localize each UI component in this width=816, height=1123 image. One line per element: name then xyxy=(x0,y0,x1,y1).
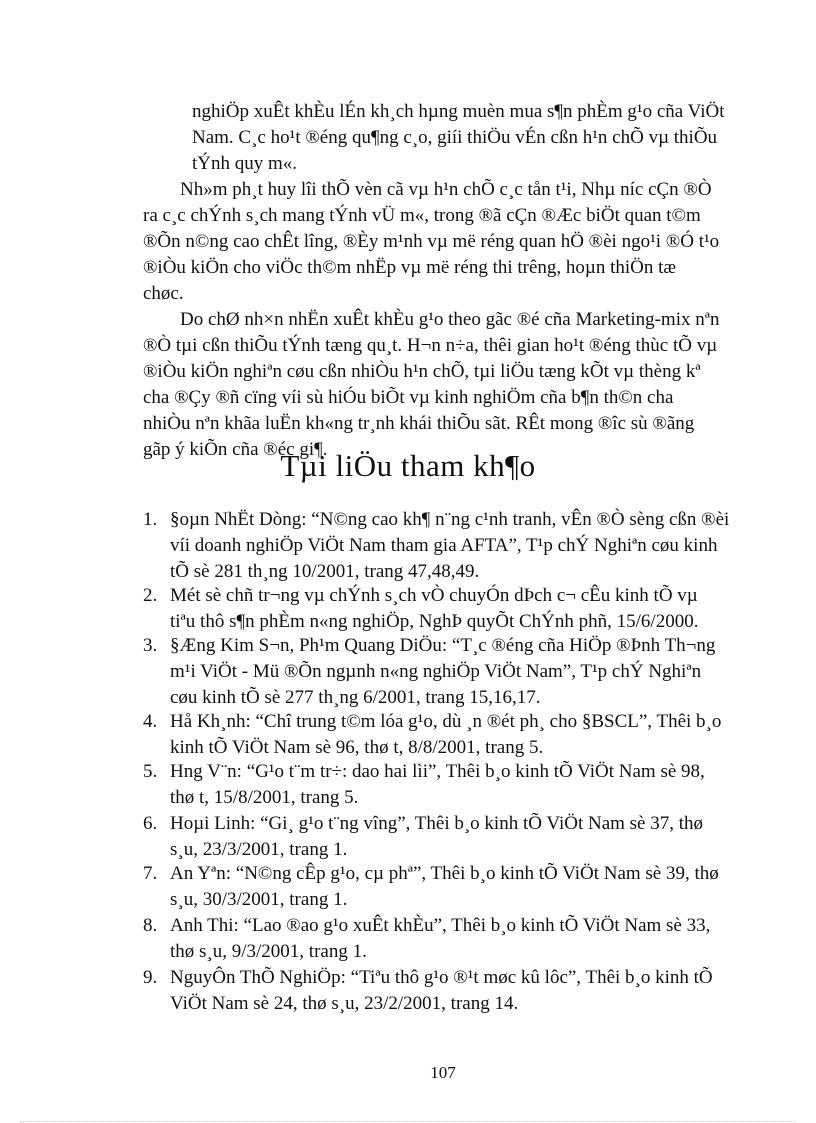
reference-line: Anh Thi: “Lao ®ao g¹o xuÊt khÈu”, Thêi b¸o kinh tÕ ViÖt Nam sè 33, xyxy=(170,915,711,936)
reference-line: NguyÔn ThÕ NghiÖp: “Tiªu thô g¹o ®¹t møc kû lôc”, Thêi b¸o kinh tÕ xyxy=(170,967,713,988)
reference-line: Mét sè chñ tr¬ng vµ chÝnh s¸ch vÒ chuyÓn dÞch c¬ cÊu kinh tÕ vµ xyxy=(170,585,698,606)
reference-line: An Yªn: “N©ng cÊp g¹o, cµ phª”, Thêi b¸o kinh tÕ ViÖt Nam sè 39, thø xyxy=(170,863,719,884)
reference-number: 3. xyxy=(143,635,158,656)
reference-number: 6. xyxy=(143,813,158,834)
reference-line: m¹i ViÖt - Mü ®Õn ngµnh n«ng nghiÖp ViÖt Nam”, T¹p chÝ Nghiªn xyxy=(170,661,702,682)
body-line: ®Õn n©ng cao chÊt lîng, ®Èy m¹nh vµ më réng quan hÖ ®èi ngo¹i ®Ó t¹o xyxy=(143,231,720,252)
reference-number: 2. xyxy=(143,585,158,606)
reference-number: 5. xyxy=(143,761,158,782)
body-line: ra c¸c chÝnh s¸ch mang tÝnh vÜ m«, trong ®ã cÇn ®Æc biÖt quan t©m xyxy=(143,205,701,226)
reference-line: kinh tÕ ViÖt Nam sè 96, thø t, 8/8/2001, trang 5. xyxy=(170,737,544,758)
reference-line: thø s¸u, 9/3/2001, trang 1. xyxy=(170,941,367,962)
body-line: ®iÒu kiÖn nghiªn cøu cßn nhiÒu h¹n chÕ, tµi liÖu tæng kÕt vµ thèng kª xyxy=(143,361,701,382)
body-line: ®Ò tµi cßn thiÕu tÝnh tæng qu¸t. H¬n n÷a, thêi gian ho¹t ®éng thùc tÕ vµ xyxy=(143,335,718,356)
reference-line: víi doanh nghiÖp ViÖt Nam tham gia AFTA”, T¹p chÝ Nghiªn cøu kinh xyxy=(170,535,718,556)
body-line: nhiÒu nªn khãa luËn kh«ng tr¸nh khái thiÕu sãt. RÊt mong ®îc sù ®ãng xyxy=(143,413,695,434)
page-edge-divider xyxy=(20,1121,796,1122)
reference-line: Hå Kh¸nh: “Chî trung t©m lóa g¹o, dù ¸n ®ét ph¸ cho §BSCL”, Thêi b¸o xyxy=(170,711,722,732)
reference-number: 8. xyxy=(143,915,158,936)
reference-line: §Æng Kim S¬n, Ph¹m Quang DiÖu: “T¸c ®éng cña HiÖp ®Þnh Th¬ng xyxy=(170,635,716,656)
reference-line: tÕ sè 281 th¸ng 10/2001, trang 47,48,49. xyxy=(170,561,480,582)
reference-line: Hng V¨n: “G¹o t¨m tr÷: dao hai lìi”, Thêi b¸o kinh tÕ ViÖt Nam sè 98, xyxy=(170,761,705,782)
body-line: cha ®Çy ®ñ cïng víi sù hiÓu biÕt vµ kinh nghiÖm cña b¶n th©n cha xyxy=(143,387,674,408)
body-line: nghiÖp xuÊt khÈu lÉn kh¸ch hµng muèn mua s¶n phÈm g¹o cña ViÖt xyxy=(192,101,725,122)
body-line: gãp ý kiÕn cña ®éc gi¶. xyxy=(143,439,328,460)
body-line: chøc. xyxy=(143,283,184,304)
reference-line: tiªu thô s¶n phÈm n«ng nghiÖp, NghÞ quyÕt ChÝnh phñ, 15/6/2000. xyxy=(170,611,699,632)
reference-line: s¸u, 30/3/2001, trang 1. xyxy=(170,889,348,910)
page-number: 107 xyxy=(430,1063,456,1082)
reference-line: §oµn NhËt Dòng: “N©ng cao kh¶ n¨ng c¹nh tranh, vÊn ®Ò sèng cßn ®èi xyxy=(170,509,730,530)
reference-line: thø t, 15/8/2001, trang 5. xyxy=(170,787,359,808)
reference-line: Hoµi Linh: “Gi¸ g¹o t¨ng vîng”, Thêi b¸o kinh tÕ ViÖt Nam sè 37, thø xyxy=(170,813,704,834)
reference-number: 4. xyxy=(143,711,158,732)
body-line: Nam. C¸c ho¹t ®éng qu¶ng c¸o, giíi thiÖu vÉn cßn h¹n chÕ vµ thiÕu xyxy=(192,127,718,148)
reference-number: 7. xyxy=(143,863,158,884)
reference-number: 9. xyxy=(143,967,158,988)
references-heading: Tµi liÖu tham kh¶o xyxy=(280,448,536,483)
reference-line: ViÖt Nam sè 24, thø s¸u, 23/2/2001, trang 14. xyxy=(170,993,519,1014)
reference-line: cøu kinh tÕ sè 277 th¸ng 6/2001, trang 15,16,17. xyxy=(170,687,541,708)
body-line: ®iÒu kiÖn cho viÖc th©m nhËp vµ më réng thi trêng, hoµn thiÖn tæ xyxy=(143,257,677,278)
body-line: Do chØ nh×n nhËn xuÊt khÈu g¹o theo gãc ®é cña Marketing-mix nªn xyxy=(180,309,720,330)
reference-number: 1. xyxy=(143,509,158,530)
body-line: tÝnh quy m«. xyxy=(192,153,298,174)
body-line: Nh»m ph¸t huy lîi thÕ vèn cã vµ h¹n chÕ c¸c tån t¹i, Nhµ níc cÇn ®Ò xyxy=(180,179,712,200)
reference-line: s¸u, 23/3/2001, trang 1. xyxy=(170,839,348,860)
